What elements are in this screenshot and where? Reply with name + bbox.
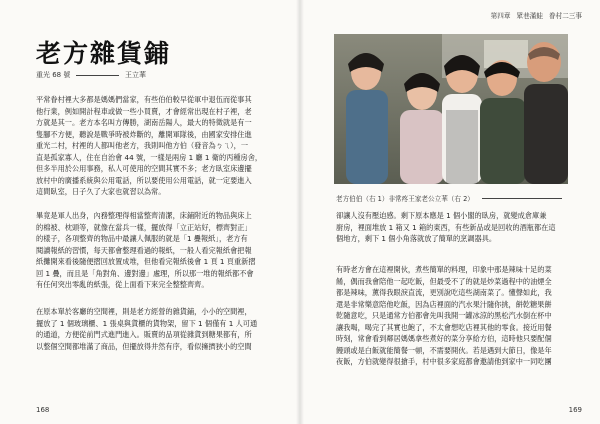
running-head-subsection: 眷村二三事	[549, 12, 582, 20]
left-paragraph-3: 在原本單於客廳的空間裡，則是老方經營的雜貨鋪，小小的空間裡， 擺放了 1 個玻璃櫃、1 張桌與貨櫃的貨物架，留下 1 個僅有 1 人可通 的通道，方便從前門式進門進入。販賣的品項從雜貨到糖果都有，所 以整個空間都堆滿了商品，但擺放得井然有序，看似擁擠狹小的空間	[36, 307, 258, 351]
photo-caption-rule	[482, 198, 562, 199]
photo-caption	[336, 193, 562, 203]
byline	[36, 70, 146, 80]
byline-author: 王立華	[125, 71, 146, 79]
right-paragraph-2: 有時老方會在這裡開伙，煮些簡單的料理，印象中那是辣味十足的菜 餚，偶而我會陪他一起吃飯，但最受不了的就是炒菜過程中的油煙全 都是辣味，薰得我眼淚直流，更別說吃這些湖南菜了。懂聲如此，我 還是非常樂意陪他吃飯，因為店裡面的汽水果汁隨你挑，餅乾糖果餅 乾隨意吃，只是通常方伯都會先叫我開一罐冰涼的黑松汽水倒在杯中 讓我喝，喝完了其實也飽了，不太會想吃店裡其他的零食。接近用餐 時刻，常會看到鄰居媽媽拿些煮好的菜分享給方伯，這時他只要配個 饅頭或是白飯就能簡餐一頓，不需要開伙。若是遇到大節日，像是年 夜飯，方伯就變得很搶手，村中很多家庭都會邀請他到家中一同吃團	[336, 265, 552, 366]
group-photo-image	[334, 34, 568, 184]
running-head-chapter: 第四章	[490, 12, 511, 20]
page-number-right: 169	[568, 406, 582, 414]
left-paragraph-2: 畢竟是軍人出身，內務整理得相當整齊清潔，床鋪附近的物品與床上 的棉被、枕頭等，就像在當兵一樣，擺放得「立正站好，標齊對正」 的樣子，各項整齊的物品中最讓人佩服的就是「1 疊報紙」，老方有 閱讀報紙的習慣，每天都會整理看過的報紙，一般人看完報紙會把報 紙攤開來看後隨便摺回放置成堆，但他看完報紙後會 1 頁 1 頁重新摺 回 1 疊，而且是「角對角、邊對邊」處理，所以那一堆的報紙都不會 有任何突出零亂的紙張，從上面看下來完全整整齊齊。	[36, 211, 256, 289]
right-paragraph-1: 卻讓人沒有壓迫感。剩下原本應是 1 個小閣的臥房，就變成倉庫兼 廚房，裡面堆放 1 箱又 1 箱的東西，有些新品或是回收的酒瓶都在這 個地方，剩下 1 個小角落就放了簡單的烹調器具。	[336, 211, 556, 243]
group-photo	[334, 34, 568, 184]
left-paragraph-1: 平常眷村裡大多都是媽媽們當家，有些伯伯較早從軍中退伍而從事其 他行業，例如開計程車或做一些小買賣，才會經常出現在村子裡，老 方就是其一。老方本名叫方傳勝，湖南岳陽人，最大的特徵就是有一 隻腳不方便，聽說是戰爭時被炸斷的，離開軍隊後，由國家安排住進 重光二村，村裡的人都叫他老方，我則叫他方伯（發音為ㄅㄟ），一 直是孤家寡人，住在自治會 44 號，一樣是兩房 1 廳 1 衛的丙種房舍， 但多半用於公用事務，私人可使用的空間其實不多；老方臥室床邊擺 放村中的廣播系統與公用電話，所以要使用公用電話，就一定要進入 這間臥室，日子久了大家也就習以為常。	[36, 95, 263, 196]
right-page	[300, 0, 600, 424]
byline-rule	[76, 75, 119, 76]
page-number-left: 168	[36, 406, 50, 414]
byline-location: 重光 68 號	[36, 71, 71, 79]
photo-caption-text: 老方伯伯（右 1）非常疼王家老公立華（右 2）	[336, 195, 474, 203]
running-head	[491, 10, 582, 20]
running-head-section: 眾巷滿蛙	[516, 12, 543, 20]
article-title: 老方雜貨鋪	[36, 39, 172, 68]
